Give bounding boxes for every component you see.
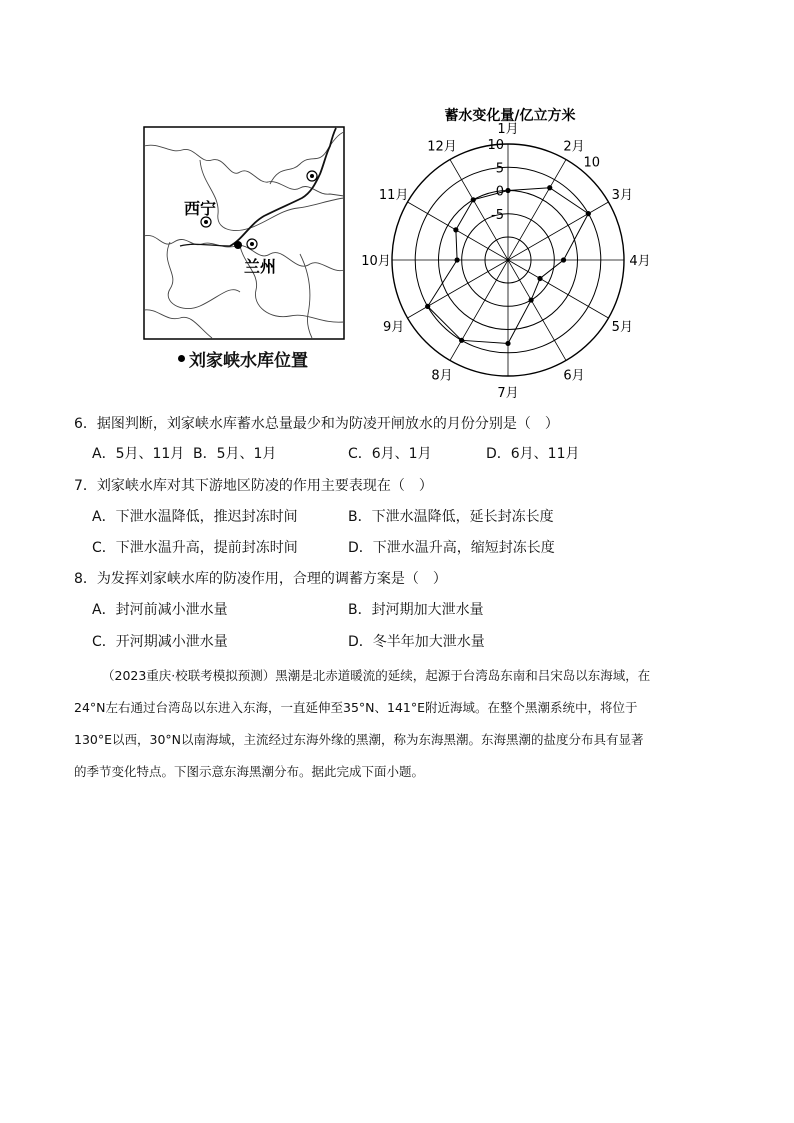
q6-option-b[interactable]: B．5月、1月: [193, 446, 277, 462]
bullet-dot-icon: [178, 355, 185, 362]
passage-line-1: （2023重庆·校联考模拟预测）黑潮是北赤道暖流的延续，起源于台湾岛东南和吕宋岛以东海域，在: [102, 668, 651, 683]
data-point: [471, 197, 476, 202]
data-point: [561, 257, 566, 262]
data-point: [529, 297, 534, 302]
liujiaxia-reservoir-dot: [234, 241, 242, 249]
data-point: [453, 227, 458, 232]
radial-tick-label: -5: [491, 207, 504, 223]
radar-spoke: [408, 260, 508, 318]
q6-option-a[interactable]: A．5月、11月: [92, 446, 185, 462]
radar-spoke: [508, 260, 566, 360]
q8-option-b[interactable]: B．封河期加大泄水量: [348, 602, 484, 618]
radar-spoke: [508, 202, 608, 260]
q7-option-d[interactable]: D．下泄水温升高，缩短封冻长度: [348, 540, 555, 556]
data-point: [547, 185, 552, 190]
month-label: 6月: [563, 368, 585, 384]
q7-option-c[interactable]: C．下泄水温升高，提前封冻时间: [92, 540, 298, 556]
radar-spoke: [508, 160, 566, 260]
data-point: [505, 341, 510, 346]
month-label: 7月: [497, 386, 519, 400]
question-7: 7．刘家峡水库对其下游地区防凌的作用主要表现在（ ）: [74, 478, 433, 494]
map-caption: [178, 346, 308, 371]
data-point: [425, 304, 430, 309]
figure-area: [0, 0, 794, 400]
data-point: [455, 257, 460, 262]
month-label: 10月: [361, 254, 391, 269]
map-caption-text: 刘家峡水库位置: [189, 351, 308, 371]
passage-line-2: 24°N左右通过台湾岛以东进入东海，一直延伸至35°N、141°E附近海域。在整个黑潮系统中，将位于: [74, 700, 638, 715]
radial-tick-label: 0: [495, 184, 504, 200]
radial-tick-label: 5: [495, 161, 504, 177]
question-6: 6．据图判断，刘家峡水库蓄水总量最少和为防凌开闸放水的月份分别是（ ）: [74, 416, 559, 432]
passage-line-4: 的季节变化特点。下图示意东海黑潮分布。据此完成下面小题。: [74, 764, 425, 779]
month-label: 12月: [427, 139, 457, 155]
storage-change-radar-chart: [350, 100, 670, 400]
q8-option-a[interactable]: A．封河前减小泄水量: [92, 602, 228, 618]
month-label: 8月: [431, 368, 453, 384]
question-8: 8．为发挥刘家峡水库的防凌作用，合理的调蓄方案是（ ）: [74, 571, 447, 587]
month-label: 11月: [378, 188, 409, 203]
radial-tick-label: 10: [583, 155, 601, 171]
xining-label: 西宁: [184, 199, 217, 218]
month-label: 4月: [629, 254, 651, 269]
data-point: [505, 188, 510, 193]
radar-spoke: [450, 260, 508, 360]
q7-option-b[interactable]: B．下泄水温降低，延长封冻长度: [348, 509, 554, 525]
month-label: 2月: [563, 139, 585, 155]
location-map: [140, 124, 346, 342]
month-label: 9月: [383, 320, 405, 335]
month-label: 1月: [497, 122, 519, 137]
q8-option-d[interactable]: D．冬半年加大泄水量: [348, 634, 485, 650]
q6-option-d[interactable]: D．6月、11月: [486, 446, 580, 462]
q8-option-c[interactable]: C．开河期减小泄水量: [92, 634, 228, 650]
chart-title: 蓄水变化量/亿立方米: [444, 108, 576, 124]
reading-passage: [74, 660, 734, 788]
data-point: [459, 338, 464, 343]
passage-line-3: 130°E以西，30°N以南海域，主流经过东海外缘的黑潮，称为东海黑潮。东海黑潮的盐度分布具有显著: [74, 732, 644, 747]
lanzhou-label: 兰州: [244, 257, 277, 276]
q6-option-c[interactable]: C．6月、1月: [348, 446, 432, 462]
month-label: 3月: [611, 188, 633, 203]
radar-spoke: [508, 260, 608, 318]
data-point: [586, 211, 591, 216]
month-label: 5月: [611, 320, 633, 335]
radial-tick-label: 10: [487, 138, 504, 153]
data-point: [537, 276, 542, 281]
q7-option-a[interactable]: A．下泄水温降低，推迟封冻时间: [92, 509, 298, 525]
